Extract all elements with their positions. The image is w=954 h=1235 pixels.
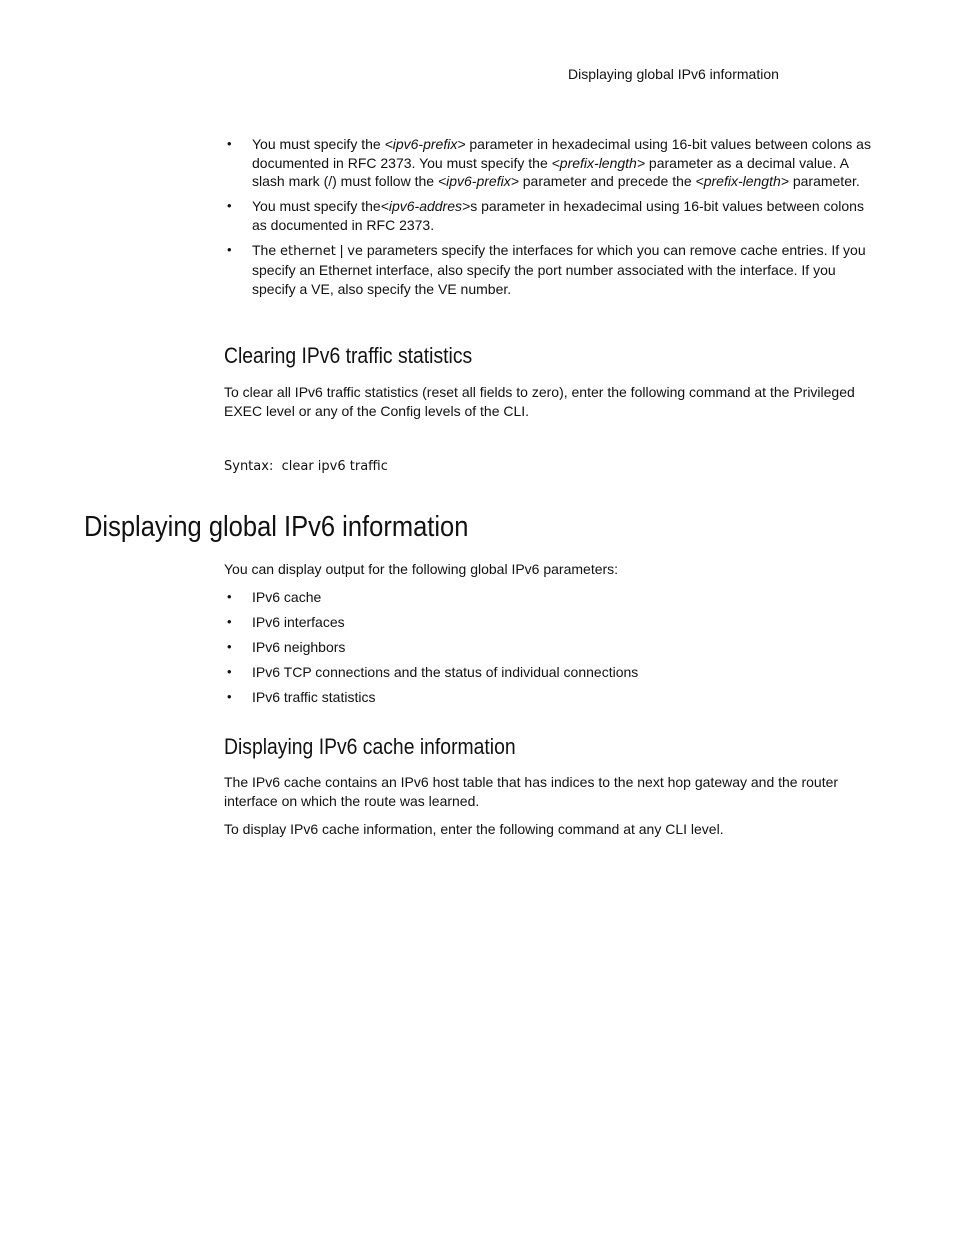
cache-command-paragraph: To display IPv6 cache information, enter the following command at any CLI level. bbox=[224, 821, 724, 837]
bullet-icon: • bbox=[227, 614, 232, 629]
global-ipv6-heading: Displaying global IPv6 information bbox=[84, 511, 469, 543]
list-item: • IPv6 cache bbox=[227, 589, 322, 605]
bullet-icon: • bbox=[227, 241, 232, 257]
list-item: • IPv6 interfaces bbox=[227, 614, 345, 630]
syntax-line bbox=[224, 458, 388, 476]
syntax-command: clear ipv6 traffic bbox=[281, 459, 388, 474]
parameter-notes-list bbox=[224, 135, 872, 305]
list-item: • IPv6 traffic statistics bbox=[227, 689, 376, 705]
global-ipv6-intro: You can display output for the following global IPv6 parameters: bbox=[224, 561, 619, 577]
cache-info-heading: Displaying IPv6 cache information bbox=[224, 734, 516, 759]
bullet-icon: • bbox=[227, 136, 232, 151]
bullet-icon: • bbox=[227, 639, 232, 654]
bullet-icon: • bbox=[227, 689, 232, 704]
cache-info-paragraph: The IPv6 cache contains an IPv6 host table that has indices to the next hop gateway and the router interface on which the route was learned. bbox=[224, 774, 839, 809]
list-item: • The ethernet | ve parameters specify the interfaces for which you can remove cache entries. If you specify an Ethernet interface, also specify the port number associated with the interface. If you specify a VE, also specify the VE number. bbox=[227, 241, 866, 297]
global-parameters-list bbox=[224, 588, 872, 713]
list-item: • You must specify the <ipv6-prefix> parameter in hexadecimal using 16-bit values between colons as documented in RFC 2373. You must specify the <prefix-length> parameter as a decimal value. A slash mark (/) must follow the <ipv6-prefix> parameter and precede the <prefix-length> parameter. bbox=[227, 136, 871, 190]
clearing-traffic-heading: Clearing IPv6 traffic statistics bbox=[224, 343, 473, 368]
list-item: • You must specify the<ipv6-addres>s parameter in hexadecimal using 16-bit values between colons as documented in RFC 2373. bbox=[227, 198, 864, 233]
running-header: Displaying global IPv6 information bbox=[568, 66, 779, 82]
bullet-icon: • bbox=[227, 664, 232, 679]
syntax-label: Syntax: bbox=[224, 459, 274, 474]
clearing-traffic-paragraph: To clear all IPv6 traffic statistics (reset all fields to zero), enter the following command at the Privileged EXEC level or any of the Config levels of the CLI. bbox=[224, 384, 855, 419]
list-item: • IPv6 TCP connections and the status of individual connections bbox=[227, 664, 639, 680]
bullet-icon: • bbox=[227, 589, 232, 604]
bullet-icon: • bbox=[227, 198, 232, 214]
list-item: • IPv6 neighbors bbox=[227, 639, 346, 655]
